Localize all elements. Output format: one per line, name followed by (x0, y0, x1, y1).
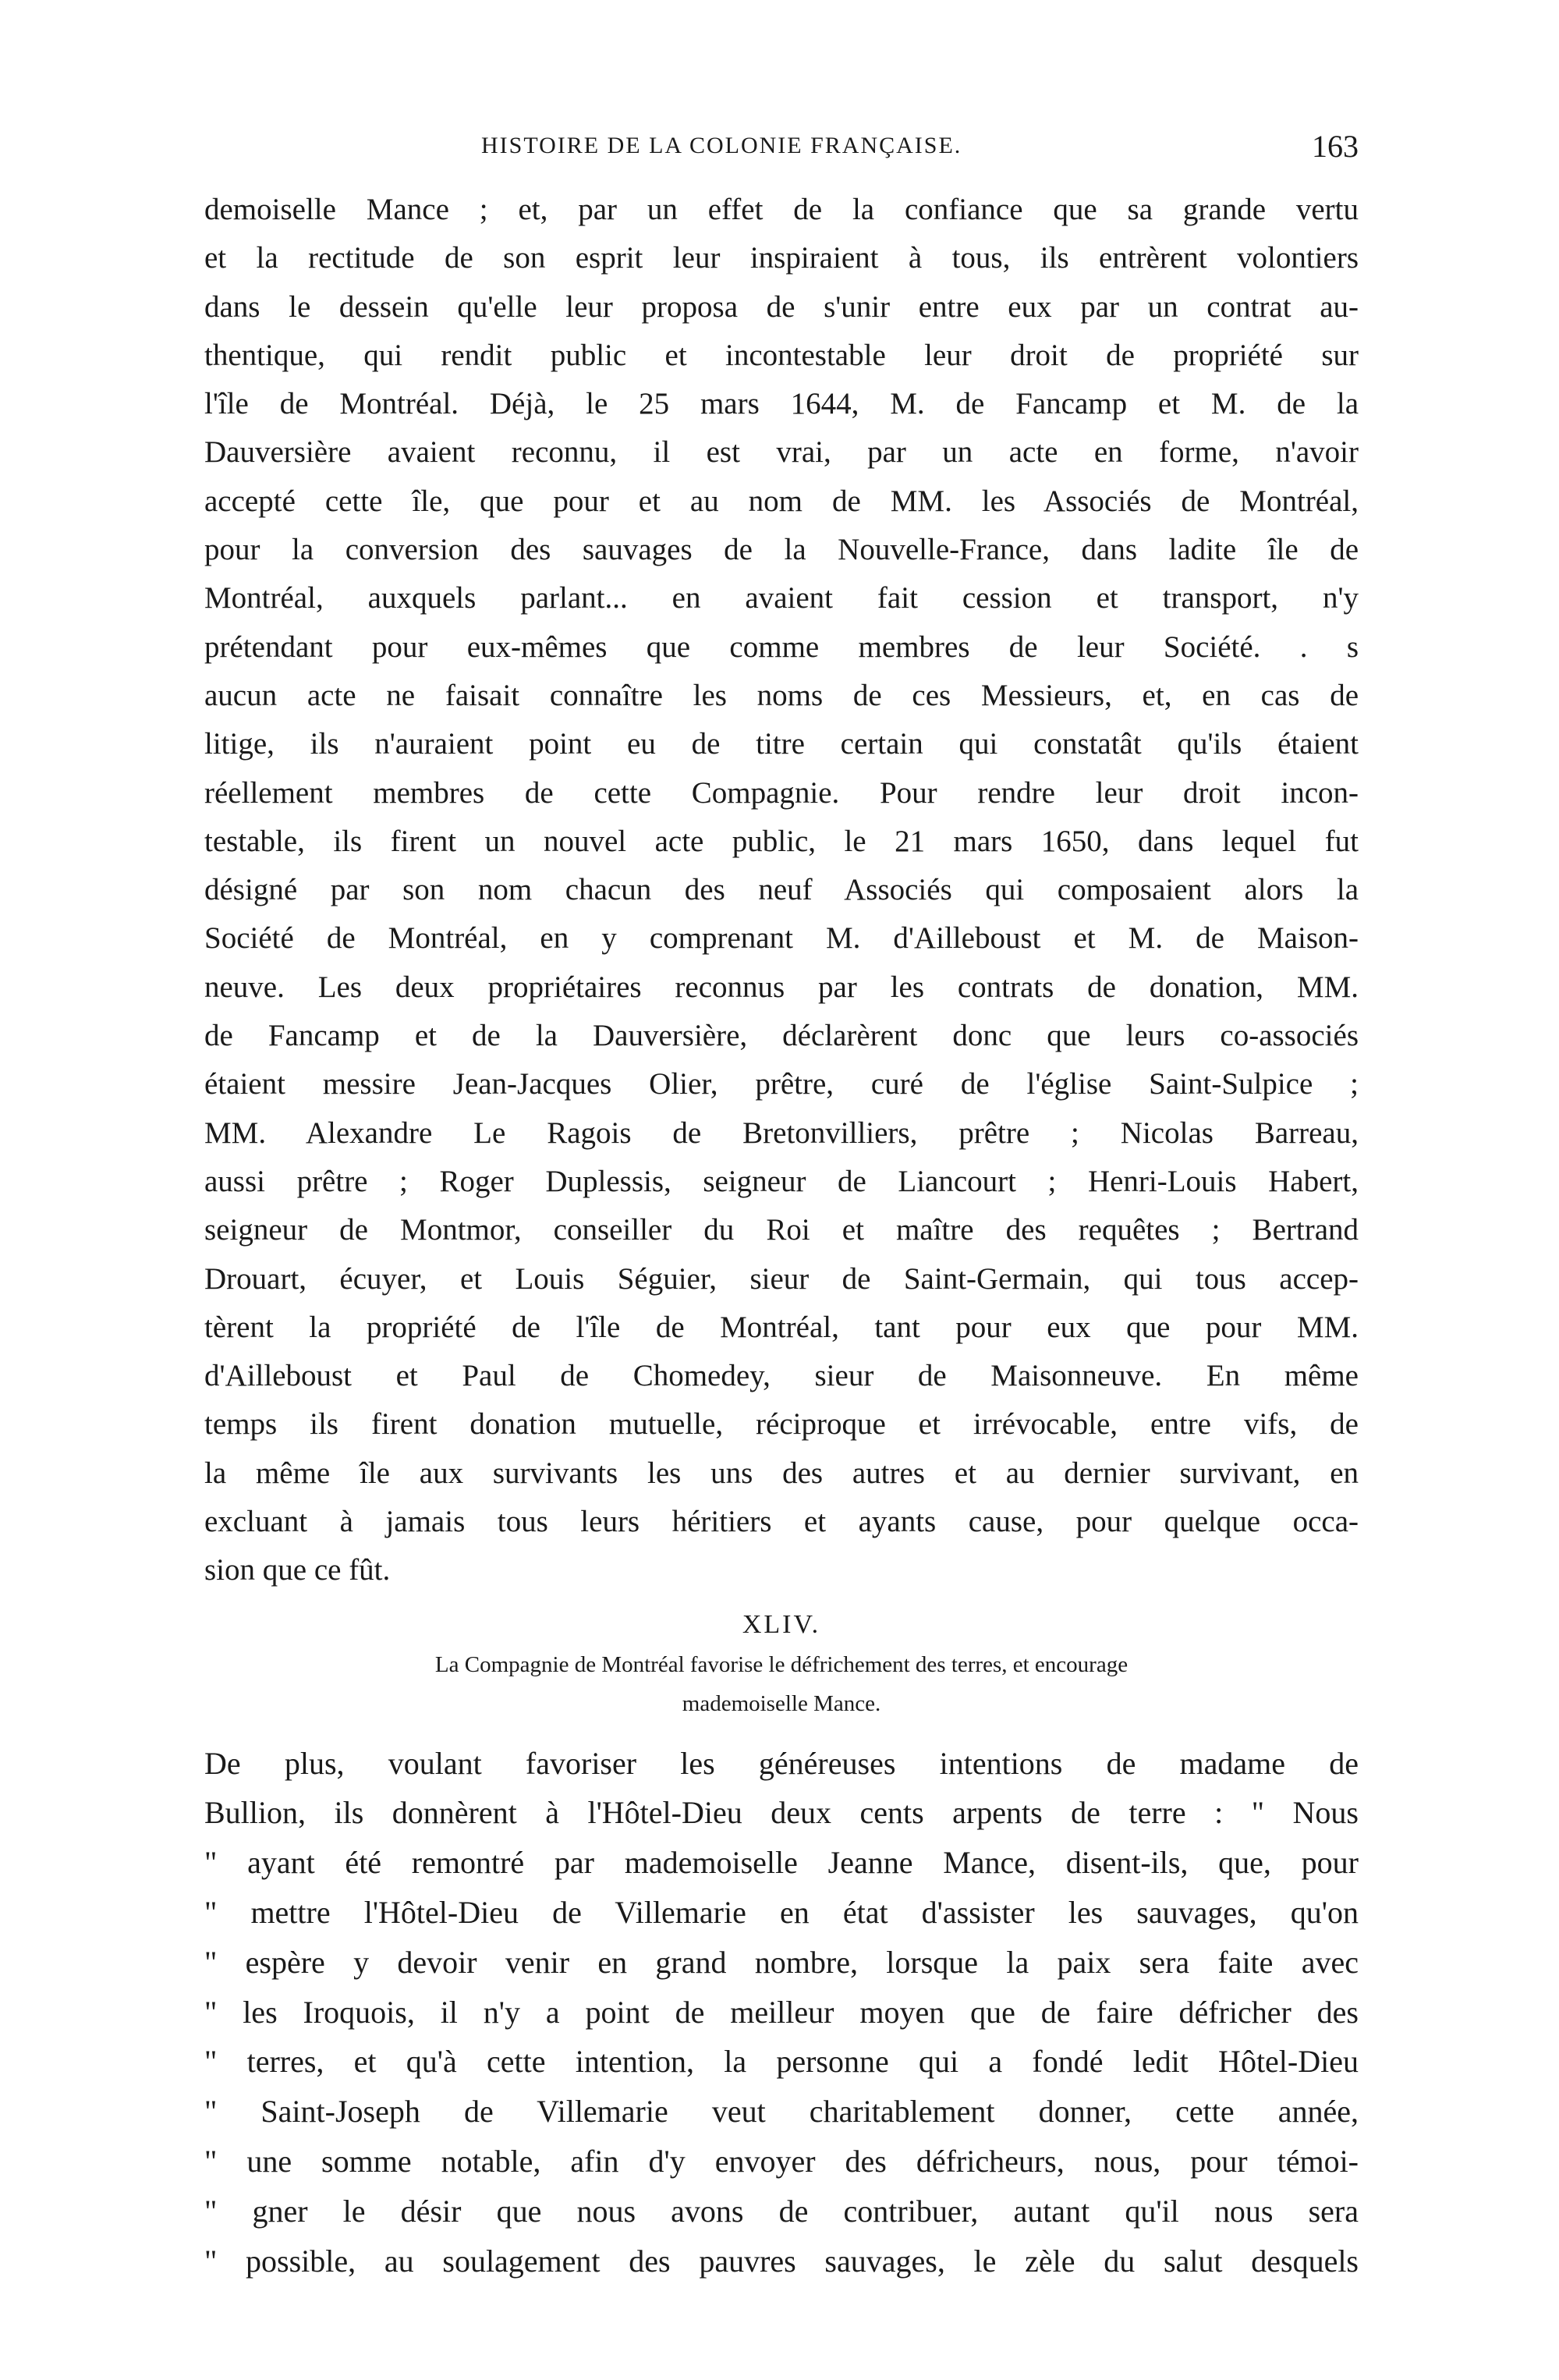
page-number: 163 (1312, 129, 1359, 164)
text-line: aucun acte ne faisait connaître les noms de ces Messieurs, et, en cas de (204, 678, 1359, 712)
text-line: accepté cette île, que pour et au nom de MM. les Associés de Montréal, (204, 484, 1359, 518)
text-line: neuve. Les deux propriétaires reconnus par les contrats de donation, MM. (204, 970, 1359, 1004)
text-line: thentique, qui rendit public et incontestable leur droit de propriété sur (204, 338, 1359, 372)
text-line: litige, ils n'auraient point eu de titre certain qui constatât qu'ils étaient (204, 727, 1359, 761)
paragraph-1 (204, 186, 1359, 1595)
text-line: réellement membres de cette Compagnie. Pour rendre leur droit incon- (204, 775, 1359, 810)
text-line: " mettre l'Hôtel-Dieu de Villemarie en état d'assister les sauvages, qu'on (204, 1895, 1359, 1930)
page-body (204, 186, 1359, 2286)
text-line: Dauversière avaient reconnu, il est vrai, par un acte en forme, n'avoir (204, 435, 1359, 470)
text-line: la même île aux survivants les uns des autres et au dernier survivant, en (204, 1456, 1359, 1490)
text-line: tèrent la propriété de l'île de Montréal, tant pour eux que pour MM. (204, 1310, 1359, 1344)
section-summary-line: La Compagnie de Montréal favorise le défrichement des terres, et encourage (434, 1651, 1129, 1677)
text-line: testable, ils firent un nouvel acte public, le 21 mars 1650, dans lequel fut (204, 824, 1359, 858)
paragraph-2 (204, 1739, 1359, 2286)
text-line: Montréal, auxquels parlant... en avaient fait cession et transport, n'y (204, 581, 1359, 615)
text-line: " espère y devoir venir en grand nombre, lorsque la paix sera faite avec (204, 1944, 1359, 1980)
running-head (204, 129, 1359, 172)
text-line: Bullion, ils donnèrent à l'Hôtel-Dieu deux cents arpents de terre : " Nous (204, 1795, 1359, 1831)
text-line: " ayant été remontré par mademoiselle Jeanne Mance, disent-ils, que, pour (204, 1845, 1359, 1881)
text-line: désigné par son nom chacun des neuf Associés qui composaient alors la (204, 873, 1359, 907)
text-line: excluant à jamais tous leurs héritiers et ayants cause, pour quelque occa- (204, 1505, 1359, 1539)
text-line: seigneur de Montmor, conseiller du Roi et maître des requêtes ; Bertrand (204, 1213, 1359, 1247)
text-line: " gner le désir que nous avons de contribuer, autant qu'il nous sera (204, 2193, 1359, 2229)
text-line: de Fancamp et de la Dauversière, déclarèrent donc que leurs co-associés (204, 1019, 1359, 1053)
text-line: prétendant pour eux-mêmes que comme membres de leur Société. . s (204, 630, 1359, 664)
text-line: temps ils firent donation mutuelle, réciproque et irrévocable, entre vifs, de (204, 1407, 1359, 1442)
text-line: Drouart, écuyer, et Louis Séguier, sieur de Saint-Germain, qui tous accep- (204, 1261, 1359, 1296)
text-line: Société de Montréal, en y comprenant M. d'Ailleboust et M. de Maison- (204, 921, 1359, 956)
text-line: demoiselle Mance ; et, par un effet de la confiance que sa grande vertu (204, 193, 1359, 226)
text-line: l'île de Montréal. Déjà, le 25 mars 1644, M. de Fancamp et M. de la (204, 387, 1359, 421)
text-line: MM. Alexandre Le Ragois de Bretonvilliers, prêtre ; Nicolas Barreau, (204, 1116, 1359, 1150)
text-line: sion que ce fût. (204, 1553, 391, 1587)
text-line: étaient messire Jean-Jacques Olier, prêtre, curé de l'église Saint-Sulpice ; (204, 1067, 1359, 1101)
text-line: " une somme notable, afin d'y envoyer des défricheurs, nous, pour témoi- (204, 2143, 1359, 2179)
text-line: pour la conversion des sauvages de la Nouvelle-France, dans ladite île de (204, 533, 1359, 567)
text-line: " terres, et qu'à cette intention, la personne qui a fondé ledit Hôtel-Dieu (204, 2044, 1359, 2080)
text-line: " Saint-Joseph de Villemarie veut charitablement donner, cette année, (204, 2094, 1359, 2130)
text-line: dans le dessein qu'elle leur proposa de s'unir entre eux par un contrat au- (204, 289, 1359, 324)
text-line: d'Ailleboust et Paul de Chomedey, sieur de Maisonneuve. En même (204, 1359, 1359, 1393)
running-title: HISTOIRE DE LA COLONIE FRANÇAISE. (481, 133, 962, 158)
text-line: aussi prêtre ; Roger Duplessis, seigneur de Liancourt ; Henri-Louis Habert, (204, 1164, 1359, 1198)
text-line: De plus, voulant favoriser les généreuses intentions de madame de (204, 1745, 1359, 1781)
section-number: XLIV. (742, 1609, 821, 1639)
section-summary-line: mademoiselle Mance. (682, 1690, 881, 1716)
text-line: " possible, au soulagement des pauvres sauvages, le zèle du salut desquels (204, 2243, 1359, 2279)
text-line: et la rectitude de son esprit leur inspiraient à tous, ils entrèrent volontiers (204, 241, 1359, 275)
text-line: " les Iroquois, il n'y a point de meilleur moyen que de faire défricher des (204, 1994, 1359, 2030)
